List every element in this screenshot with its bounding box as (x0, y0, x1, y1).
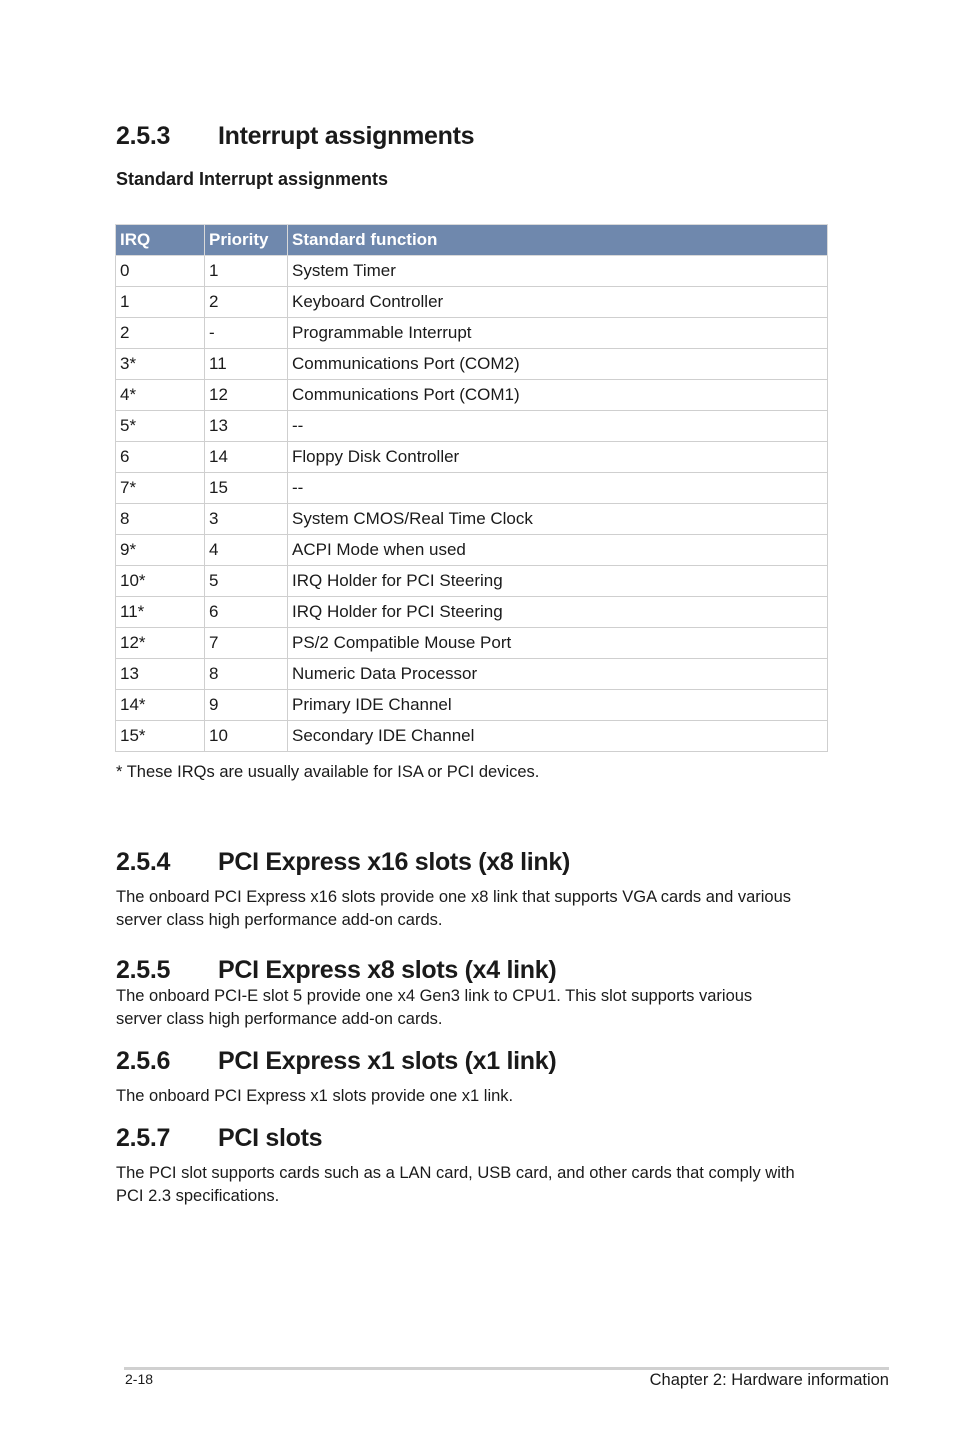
section-2-5-7-text (116, 1162, 836, 1208)
irq-cell: 6 (116, 442, 205, 473)
paragraph-line: server class high performance add-on cards. (116, 1010, 443, 1028)
priority-cell: 3 (205, 504, 288, 535)
column-header-priority: Priority (205, 225, 288, 256)
irq-cell: 11* (116, 597, 205, 628)
section-heading-2-5-6 (116, 1046, 556, 1076)
table-row (116, 597, 828, 628)
function-cell: ACPI Mode when used (288, 535, 828, 566)
function-cell: IRQ Holder for PCI Steering (288, 566, 828, 597)
section-number: 2.5.3 (116, 122, 171, 150)
priority-cell: 2 (205, 287, 288, 318)
section-number: 2.5.6 (116, 1047, 171, 1075)
table-row (116, 411, 828, 442)
function-cell: -- (288, 473, 828, 504)
function-cell: Primary IDE Channel (288, 690, 828, 721)
section-title: PCI Express x16 slots (x8 link) (218, 848, 570, 876)
function-cell: PS/2 Compatible Mouse Port (288, 628, 828, 659)
function-cell: -- (288, 411, 828, 442)
section-heading-2-5-7 (116, 1123, 322, 1153)
table-row (116, 721, 828, 752)
section-title: Interrupt assignments (218, 122, 475, 150)
section-title: PCI slots (218, 1124, 323, 1152)
priority-cell: 14 (205, 442, 288, 473)
table-body (116, 256, 828, 752)
table-footnote: * These IRQs are usually available for ISA or PCI devices. (116, 763, 540, 781)
column-header-irq: IRQ (116, 225, 205, 256)
section-title: PCI Express x1 slots (x1 link) (218, 1047, 557, 1075)
priority-cell: 12 (205, 380, 288, 411)
table-row (116, 628, 828, 659)
priority-cell: 6 (205, 597, 288, 628)
section-heading-2-5-5 (116, 955, 556, 985)
paragraph-line: The PCI slot supports cards such as a LAN card, USB card, and other cards that comply with (116, 1164, 795, 1182)
table-row (116, 287, 828, 318)
chapter-title: Chapter 2: Hardware information (649, 1371, 889, 1389)
priority-cell: 8 (205, 659, 288, 690)
table-row (116, 380, 828, 411)
table-row (116, 349, 828, 380)
table-row (116, 535, 828, 566)
table-row (116, 473, 828, 504)
priority-cell: 5 (205, 566, 288, 597)
function-cell: System Timer (288, 256, 828, 287)
table-row (116, 566, 828, 597)
table-row (116, 318, 828, 349)
section-2-5-6-text (116, 1085, 836, 1108)
section-title: PCI Express x8 slots (x4 link) (218, 956, 557, 984)
section-2-5-4-text (116, 886, 836, 932)
priority-cell: 4 (205, 535, 288, 566)
irq-cell: 14* (116, 690, 205, 721)
section-number: 2.5.7 (116, 1124, 171, 1152)
priority-cell: 15 (205, 473, 288, 504)
paragraph-line: The onboard PCI-E slot 5 provide one x4 Gen3 link to CPU1. This slot supports various (116, 987, 753, 1005)
section-number: 2.5.5 (116, 956, 171, 984)
irq-cell: 3* (116, 349, 205, 380)
section-heading-2-5-3 (116, 121, 474, 151)
function-cell: Communications Port (COM1) (288, 380, 828, 411)
irq-cell: 9* (116, 535, 205, 566)
section-heading-2-5-4 (116, 847, 570, 877)
irq-cell: 12* (116, 628, 205, 659)
table-row (116, 442, 828, 473)
priority-cell: 7 (205, 628, 288, 659)
column-header-function: Standard function (288, 225, 828, 256)
irq-cell: 7* (116, 473, 205, 504)
irq-cell: 0 (116, 256, 205, 287)
table-row (116, 690, 828, 721)
priority-cell: 9 (205, 690, 288, 721)
irq-cell: 2 (116, 318, 205, 349)
function-cell: Keyboard Controller (288, 287, 828, 318)
priority-cell: 1 (205, 256, 288, 287)
priority-cell: 13 (205, 411, 288, 442)
table-row (116, 256, 828, 287)
irq-cell: 13 (116, 659, 205, 690)
function-cell: Numeric Data Processor (288, 659, 828, 690)
section-number: 2.5.4 (116, 848, 171, 876)
irq-cell: 1 (116, 287, 205, 318)
footer-rule (124, 1367, 889, 1370)
page-number: 2-18 (125, 1371, 154, 1387)
section-2-5-5-text (116, 985, 836, 1031)
table-row (116, 659, 828, 690)
table-header-row (116, 225, 828, 256)
priority-cell: 10 (205, 721, 288, 752)
function-cell: Communications Port (COM2) (288, 349, 828, 380)
subheading: Standard Interrupt assignments (116, 169, 389, 189)
paragraph-line: The onboard PCI Express x16 slots provide one x8 link that supports VGA cards and various (116, 888, 792, 906)
function-cell: Programmable Interrupt (288, 318, 828, 349)
function-cell: IRQ Holder for PCI Steering (288, 597, 828, 628)
irq-cell: 5* (116, 411, 205, 442)
irq-cell: 10* (116, 566, 205, 597)
paragraph-line: PCI 2.3 specifications. (116, 1187, 280, 1205)
function-cell: System CMOS/Real Time Clock (288, 504, 828, 535)
function-cell: Floppy Disk Controller (288, 442, 828, 473)
irq-cell: 15* (116, 721, 205, 752)
table-row (116, 504, 828, 535)
paragraph-line: server class high performance add-on cards. (116, 911, 443, 929)
priority-cell: - (205, 318, 288, 349)
irq-cell: 8 (116, 504, 205, 535)
priority-cell: 11 (205, 349, 288, 380)
function-cell: Secondary IDE Channel (288, 721, 828, 752)
interrupt-table (115, 224, 828, 752)
irq-cell: 4* (116, 380, 205, 411)
paragraph-line: The onboard PCI Express x1 slots provide one x1 link. (116, 1087, 514, 1105)
